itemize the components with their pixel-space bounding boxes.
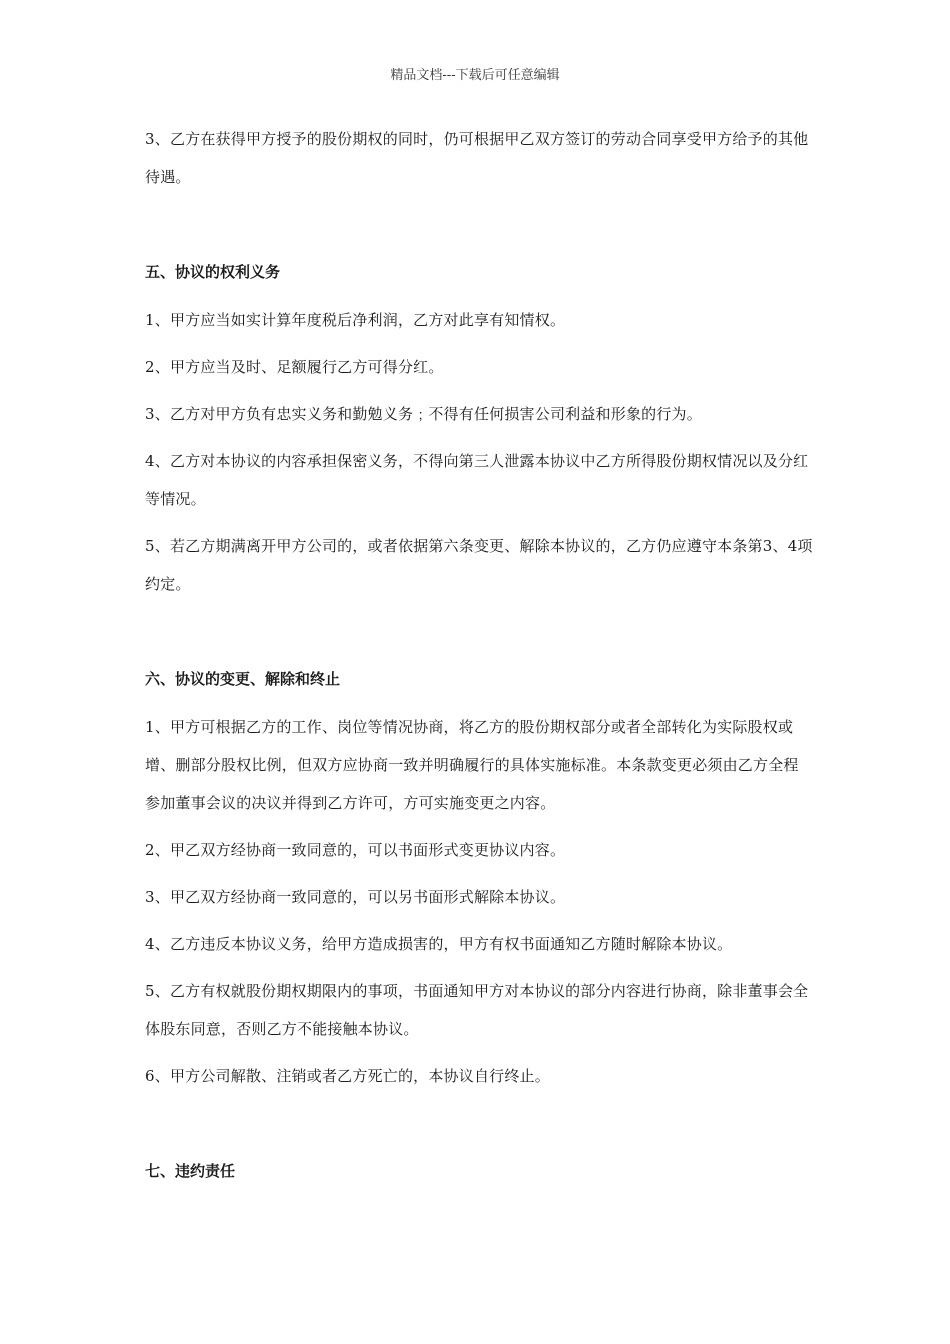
section-gap bbox=[145, 612, 813, 660]
document-body bbox=[145, 120, 813, 1200]
paragraph-5-4: 4、乙方对本协议的内容承担保密义务，不得向第三人泄露本协议中乙方所得股份期权情况以及分红等情况。 bbox=[145, 452, 809, 508]
paragraph-4-3: 3、乙方在获得甲方授予的股份期权的同时，仍可根据甲乙双方签订的劳动合同享受甲方给予的其他待遇。 bbox=[145, 130, 809, 186]
section-heading-6: 六、协议的变更、解除和终止 bbox=[145, 670, 341, 688]
section-heading-5: 五、协议的权利义务 bbox=[145, 263, 281, 281]
paragraph-5-2: 2、甲方应当及时、足额履行乙方可得分红。 bbox=[145, 358, 444, 376]
paragraph-5-5: 5、若乙方期满离开甲方公司的，或者依据第六条变更、解除本协议的，乙方仍应遵守本条第3、4项约定。 bbox=[145, 537, 813, 593]
paragraph-6-4: 4、乙方违反本协议义务，给甲方造成损害的，甲方有权书面通知乙方随时解除本协议。 bbox=[145, 935, 733, 953]
section-heading-7: 七、违约责任 bbox=[145, 1162, 236, 1180]
paragraph-6-6: 6、甲方公司解散、注销或者乙方死亡的，本协议自行终止。 bbox=[145, 1067, 550, 1085]
paragraph-6-3: 3、甲乙双方经协商一致同意的，可以另书面形式解除本协议。 bbox=[145, 888, 566, 906]
section-gap bbox=[145, 1104, 813, 1152]
section-gap bbox=[145, 205, 813, 253]
paragraph-6-2: 2、甲乙双方经协商一致同意的，可以书面形式变更协议内容。 bbox=[145, 841, 566, 859]
paragraph-6-5: 5、乙方有权就股份期权期限内的事项，书面通知甲方对本协议的部分内容进行协商，除非董事会全体股东同意，否则乙方不能接触本协议。 bbox=[145, 982, 809, 1038]
paragraph-6-1: 1、甲方可根据乙方的工作、岗位等情况协商，将乙方的股份期权部分或者全部转化为实际股权或增、删部分股权比例，但双方应协商一致并明确履行的具体实施标准。本条款变更必须由乙方全程参加董事会议的决议并得到乙方许可，方可实施变更之内容。 bbox=[145, 718, 799, 812]
paragraph-5-1: 1、甲方应当如实计算年度税后净利润，乙方对此享有知情权。 bbox=[145, 311, 566, 329]
page-header: 精品文档---下载后可任意编辑 bbox=[390, 68, 560, 83]
paragraph-5-3: 3、乙方对甲方负有忠实义务和勤勉义务﹔不得有任何损害公司利益和形象的行为。 bbox=[145, 405, 702, 423]
